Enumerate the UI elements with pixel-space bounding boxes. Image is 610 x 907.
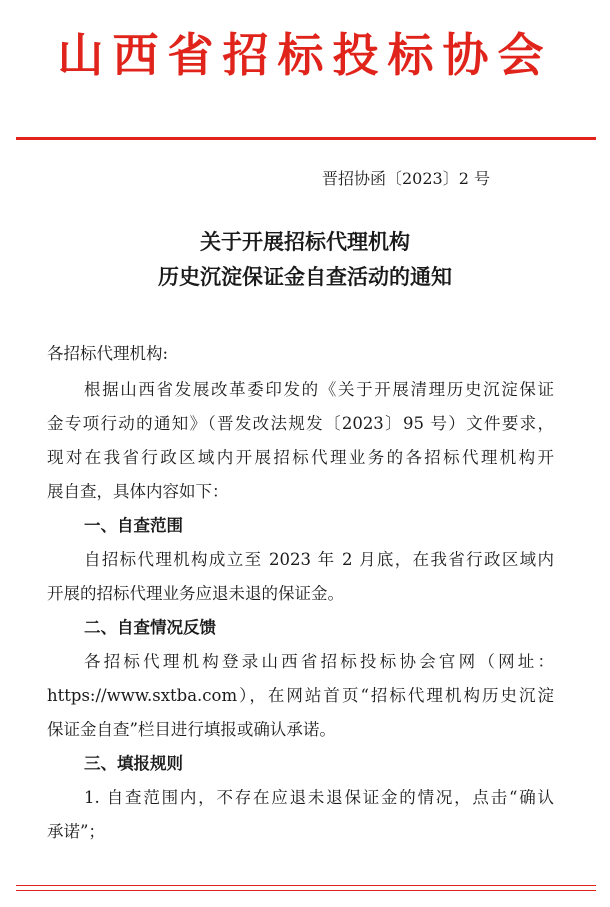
section2-line-1: 各招标代理机构登录山西省招标投标协会官网（网址： <box>84 652 554 671</box>
intro-line-1: 根据山西省发展改革委印发的《关于开展清理历史沉淀保证 <box>84 380 554 399</box>
intro-line-2: 金专项行动的通知》（晋发改法规发〔2023〕95 号）文件要求， <box>47 414 554 433</box>
section3-line-1: 1. 自查范围内，不存在应退未退保证金的情况，点击“确认 <box>84 788 554 807</box>
section3-heading: 三、填报规则 <box>84 754 183 773</box>
intro-line-4: 展自查，具体内容如下： <box>47 482 229 501</box>
section2-line-2: https://www.sxtba.com），在网站首页“招标代理机构历史沉淀 <box>47 686 554 705</box>
document-title-line2: 历史沉淀保证金自查活动的通知 <box>158 264 452 289</box>
section1-line-2: 开展的招标代理业务应退未退的保证金。 <box>47 584 344 603</box>
section3-line-2: 承诺”； <box>47 822 105 841</box>
document-number: 晋招协函〔2023〕2 号 <box>322 169 490 188</box>
section2-heading: 二、自查情况反馈 <box>84 618 216 637</box>
footer-rule-1 <box>16 885 596 886</box>
org-letterhead-title: 山西省招标投标协会 <box>57 28 553 82</box>
footer-rule-2 <box>16 890 596 891</box>
section2-line-3: 保证金自查”栏目进行填报或确认承诺。 <box>47 720 336 739</box>
section1-heading: 一、自查范围 <box>84 516 183 535</box>
intro-line-3: 现对在我省行政区域内开展招标代理业务的各招标代理机构开 <box>47 448 554 467</box>
section1-line-1: 自招标代理机构成立至 2023 年 2 月底，在我省行政区域内 <box>84 550 554 569</box>
document-title-line1: 关于开展招标代理机构 <box>200 229 410 254</box>
salutation: 各招标代理机构: <box>47 344 169 363</box>
letterhead-top-rule <box>16 137 596 140</box>
